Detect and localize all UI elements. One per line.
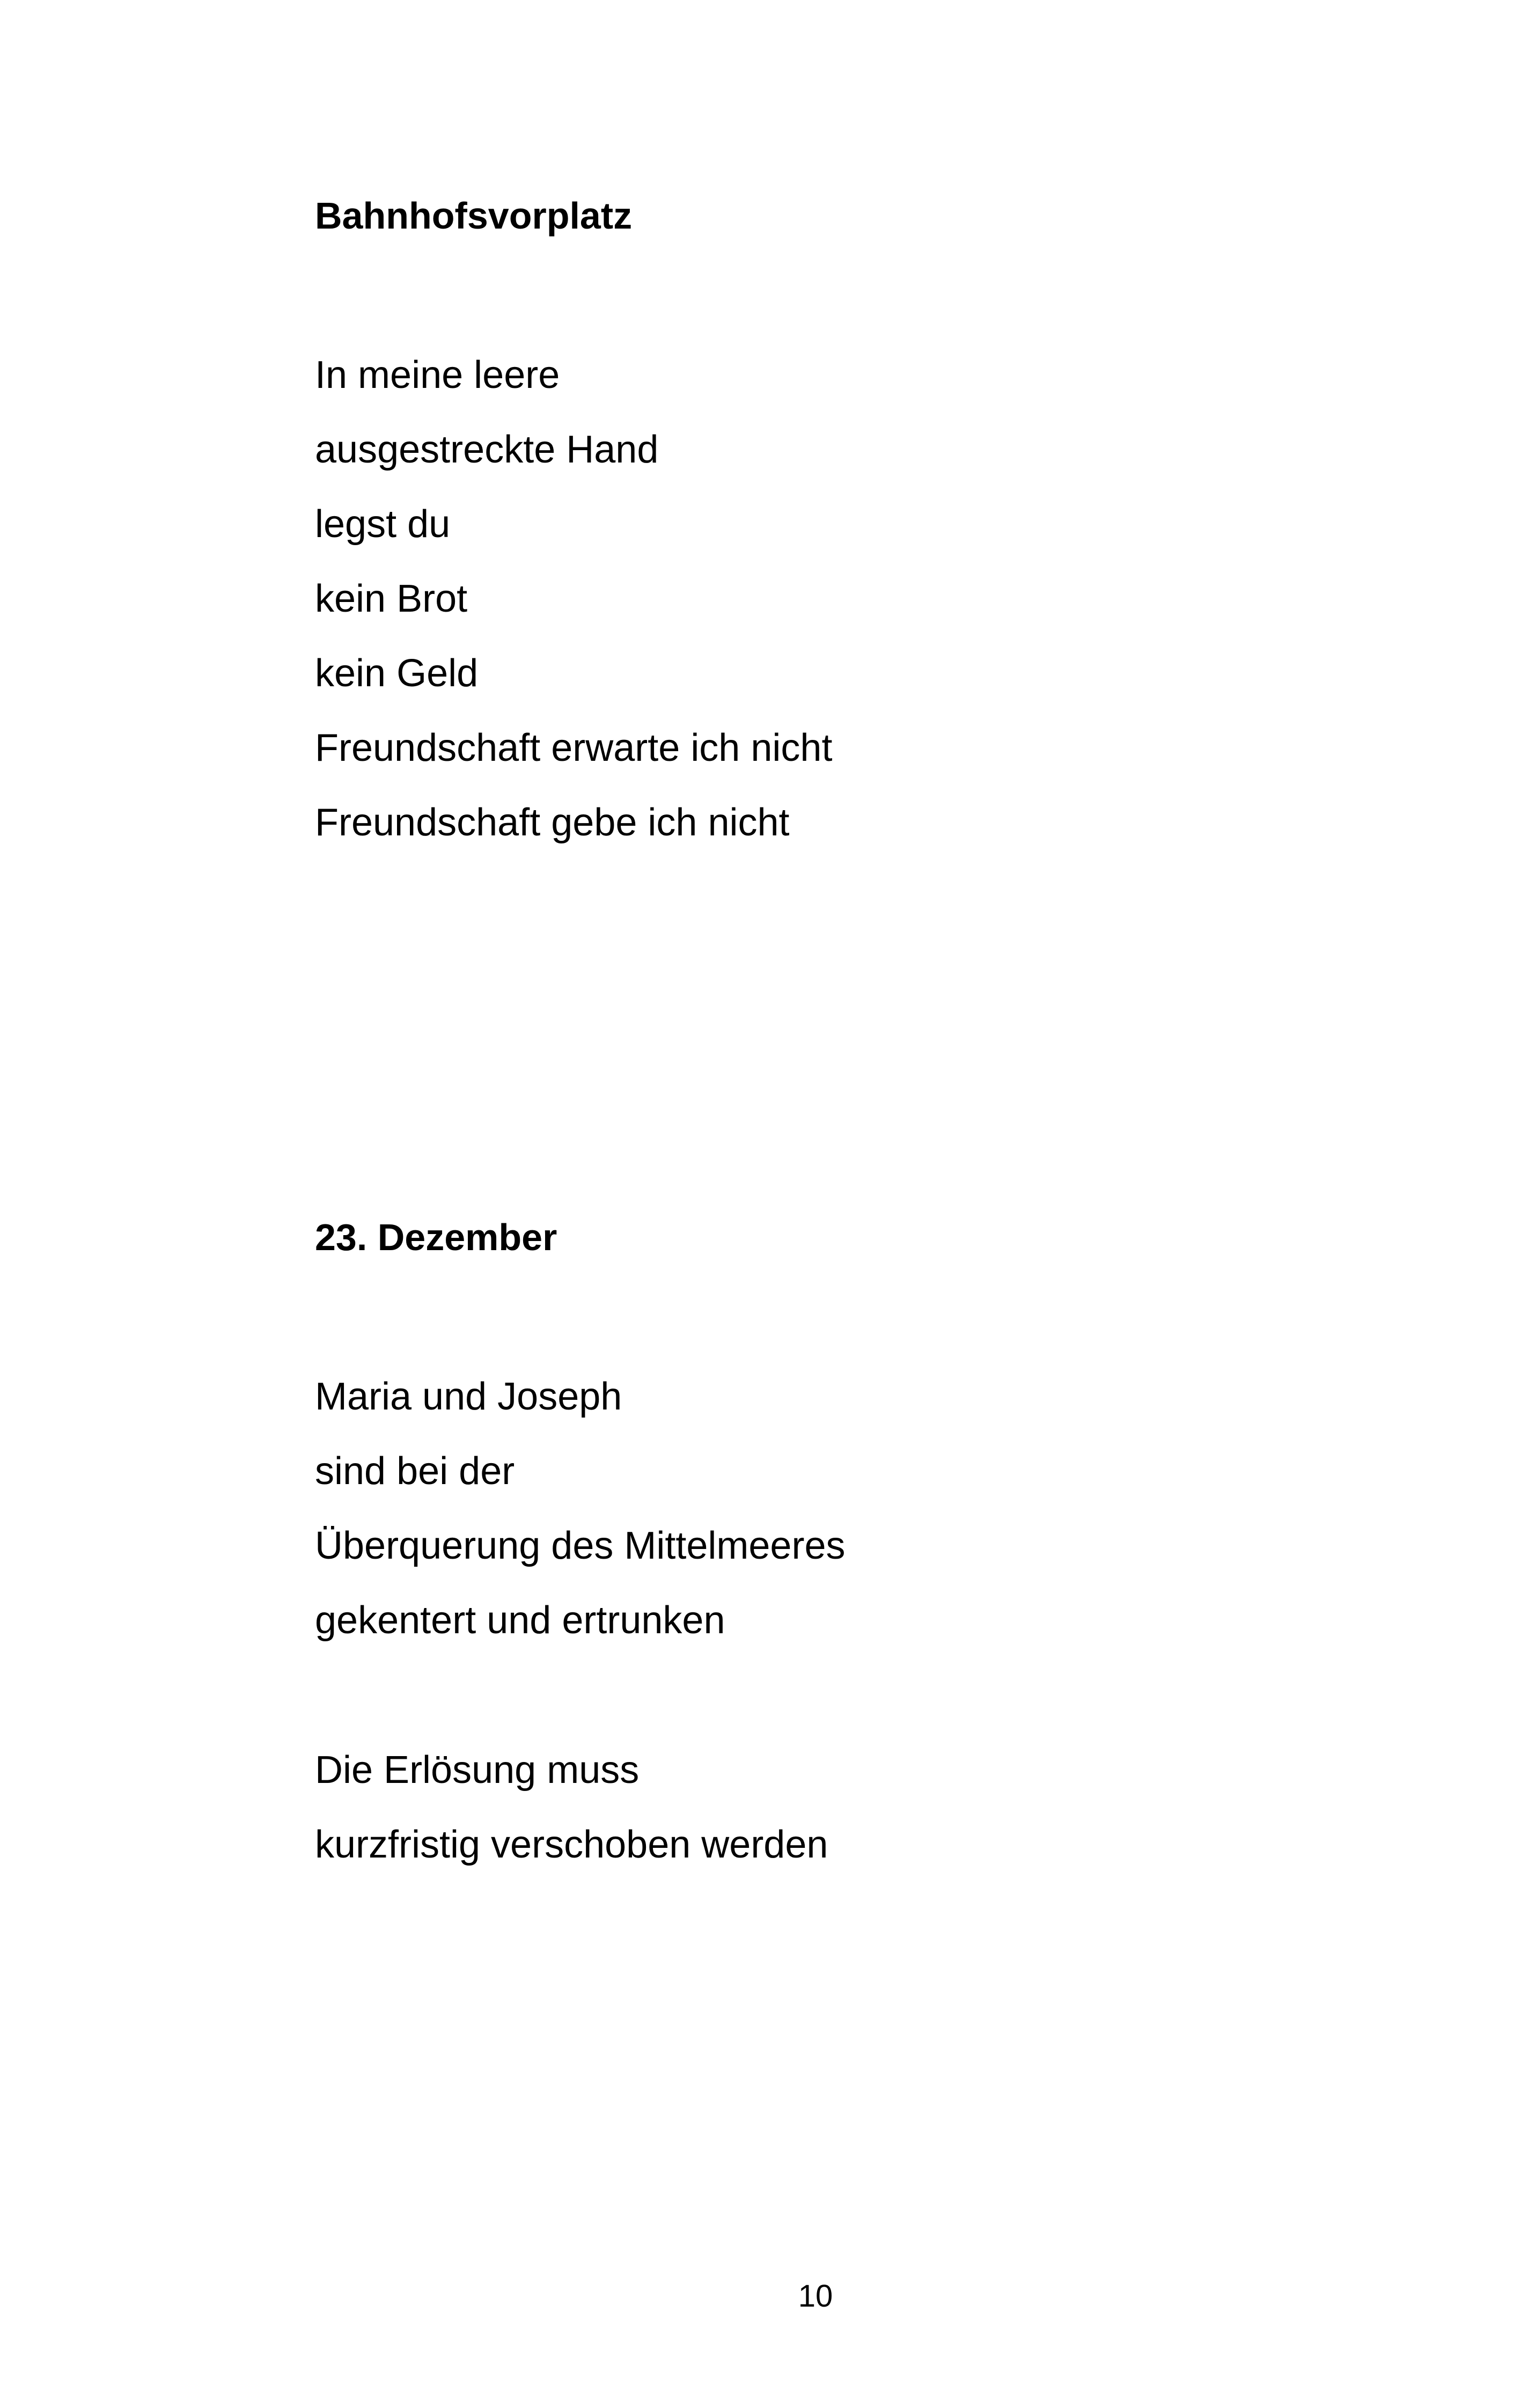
poem-line: In meine leere [315,354,560,397]
poem-title: Bahnhofsvorplatz [315,195,633,237]
stanza [315,1360,1388,1658]
poem-line: Überquerung des Mittelmeeres [315,1524,846,1567]
poem-line: kein Geld [315,652,479,695]
stanza [315,338,1388,860]
poem-line: Freundschaft erwarte ich nicht [315,726,833,769]
poem-bahnhofsvorplatz [315,189,1388,860]
poem-line: kein Brot [315,577,468,620]
poem-23-dezember [315,1210,1388,1882]
stanza [315,1733,1388,1882]
poem-line: sind bei der [315,1450,515,1493]
poem-line: legst du [315,503,451,546]
poem-line: Freundschaft gebe ich nicht [315,801,790,844]
poem-title: 23. Dezember [315,1216,557,1258]
poem-line: kurzfristig verschoben werden [315,1823,828,1866]
poem-line: gekentert und ertrunken [315,1599,725,1642]
poem-line: Die Erlösung muss [315,1749,640,1792]
page-number: 10 [798,2279,833,2314]
poem-line: Maria und Joseph [315,1375,622,1418]
poem-line: ausgestreckte Hand [315,428,659,471]
